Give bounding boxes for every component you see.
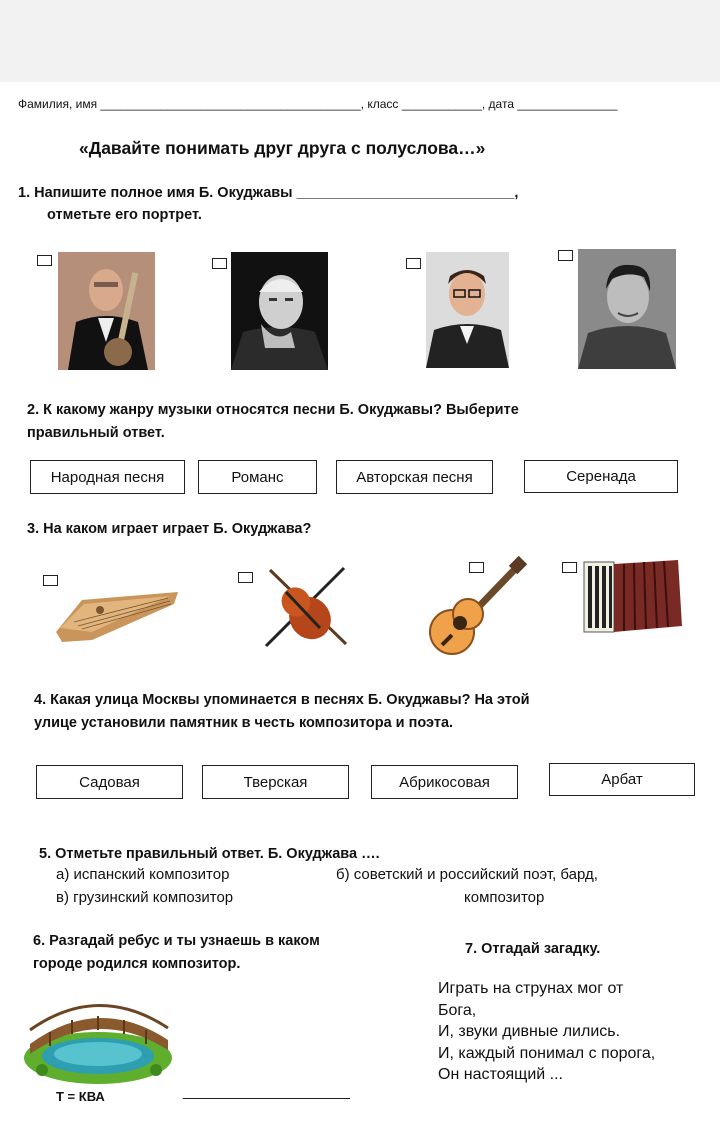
portrait-man-with-glasses-icon — [426, 252, 509, 368]
rebus-answer-blank[interactable]: ____________________ — [183, 1083, 350, 1100]
portrait-old-man-thinking-icon — [231, 252, 328, 370]
top-blank-band — [0, 0, 720, 82]
q4-option-abrikosovaya[interactable] — [371, 765, 518, 799]
q4-line2: улице установили памятник в честь композитора и поэта. — [34, 715, 454, 731]
q2-option-label: Серенада — [566, 468, 636, 485]
q5-option-v[interactable]: в) грузинский композитор — [56, 889, 234, 906]
q2-line2: правильный ответ. — [27, 425, 165, 441]
q2-option-author-song[interactable] — [336, 460, 493, 494]
q4-option-label: Абрикосовая — [399, 773, 490, 791]
q2-option-folk-song[interactable] — [30, 460, 185, 494]
q4-option-arbat[interactable] — [549, 763, 695, 796]
q6-line2: городе родился композитор. — [33, 956, 241, 972]
student-info-line — [18, 97, 617, 111]
q5-option-a[interactable]: а) испанский композитор — [56, 866, 230, 883]
riddle-text — [438, 978, 655, 1086]
worksheet-title: «Давайте понимать друг друга с полуслова…» — [79, 138, 486, 158]
q2-option-serenade[interactable] — [524, 460, 678, 493]
q1-checkbox-3[interactable] — [406, 258, 421, 269]
q1-name-blank[interactable]: ___________________________, — [296, 185, 519, 201]
q3-checkbox-4[interactable] — [562, 562, 577, 573]
riddle-line: И, каждый понимал с порога, — [438, 1044, 656, 1062]
q4-option-label: Тверская — [243, 773, 308, 791]
portrait-young-man-icon — [578, 249, 676, 369]
q2-option-label: Романс — [231, 468, 284, 486]
q4-option-sadovaya[interactable] — [36, 765, 183, 799]
riddle-line: Он настоящий ... — [438, 1066, 563, 1083]
q2-option-romance[interactable] — [198, 460, 317, 494]
q4-option-label: Садовая — [79, 773, 140, 791]
q5-option-b-cont: композитор — [464, 889, 545, 906]
guitar-icon — [422, 556, 530, 656]
q4-line1: 4. Какая улица Москвы упоминается в песнях Б. Окуджавы? На этой — [34, 692, 530, 708]
q3-line1: 3. На каком играет играет Б. Окуджава? — [27, 521, 312, 537]
q1-checkbox-1[interactable] — [37, 255, 52, 266]
q4-option-label: Арбат — [601, 771, 643, 788]
q5-line1: 5. Отметьте правильный ответ. Б. Окуджава …. — [39, 846, 380, 862]
q1-text — [18, 182, 518, 205]
gusli-icon — [52, 582, 180, 644]
violin-icon — [258, 562, 354, 650]
q2-option-label: Авторская песня — [356, 468, 473, 486]
riddle-line: Бога, — [438, 1001, 477, 1019]
date-blank[interactable]: _______________ — [517, 97, 618, 111]
riddle-line: И, звуки дивные лились. — [438, 1023, 621, 1040]
q1-checkbox-2[interactable] — [212, 258, 227, 269]
q7-title: 7. Отгадай загадку. — [465, 941, 601, 957]
q2-option-label: Народная песня — [50, 468, 165, 486]
portrait-man-with-guitar-icon — [58, 252, 155, 370]
q1-line2: отметьте его портрет. — [47, 207, 202, 223]
q3-checkbox-2[interactable] — [238, 572, 253, 583]
q1-line1: 1. Напишите полное имя Б. Окуджавы — [18, 185, 293, 201]
riddle-line: Играть на струнах мог от — [438, 980, 624, 997]
name-blank[interactable]: _______________________________________ — [100, 97, 361, 111]
q6-line1: 6. Разгадай ребус и ты узнаешь в каком — [33, 933, 320, 949]
bridge-over-pond-icon — [20, 1000, 176, 1088]
accordion-icon — [582, 556, 686, 638]
q5-option-b[interactable]: б) советский и российский поэт, бард, — [336, 866, 598, 883]
q1-checkbox-4[interactable] — [558, 250, 573, 261]
name-label: Фамилия, имя — [18, 97, 98, 111]
q2-line1: 2. К какому жанру музыки относятся песни Б. Окуджавы? Выберите — [27, 402, 519, 418]
class-label: , класс — [360, 97, 399, 111]
date-label: , дата — [481, 97, 514, 111]
rebus-caption: Т = КВА — [56, 1089, 105, 1104]
q4-option-tverskaya[interactable] — [202, 765, 349, 799]
class-blank[interactable]: ____________ — [401, 97, 482, 111]
